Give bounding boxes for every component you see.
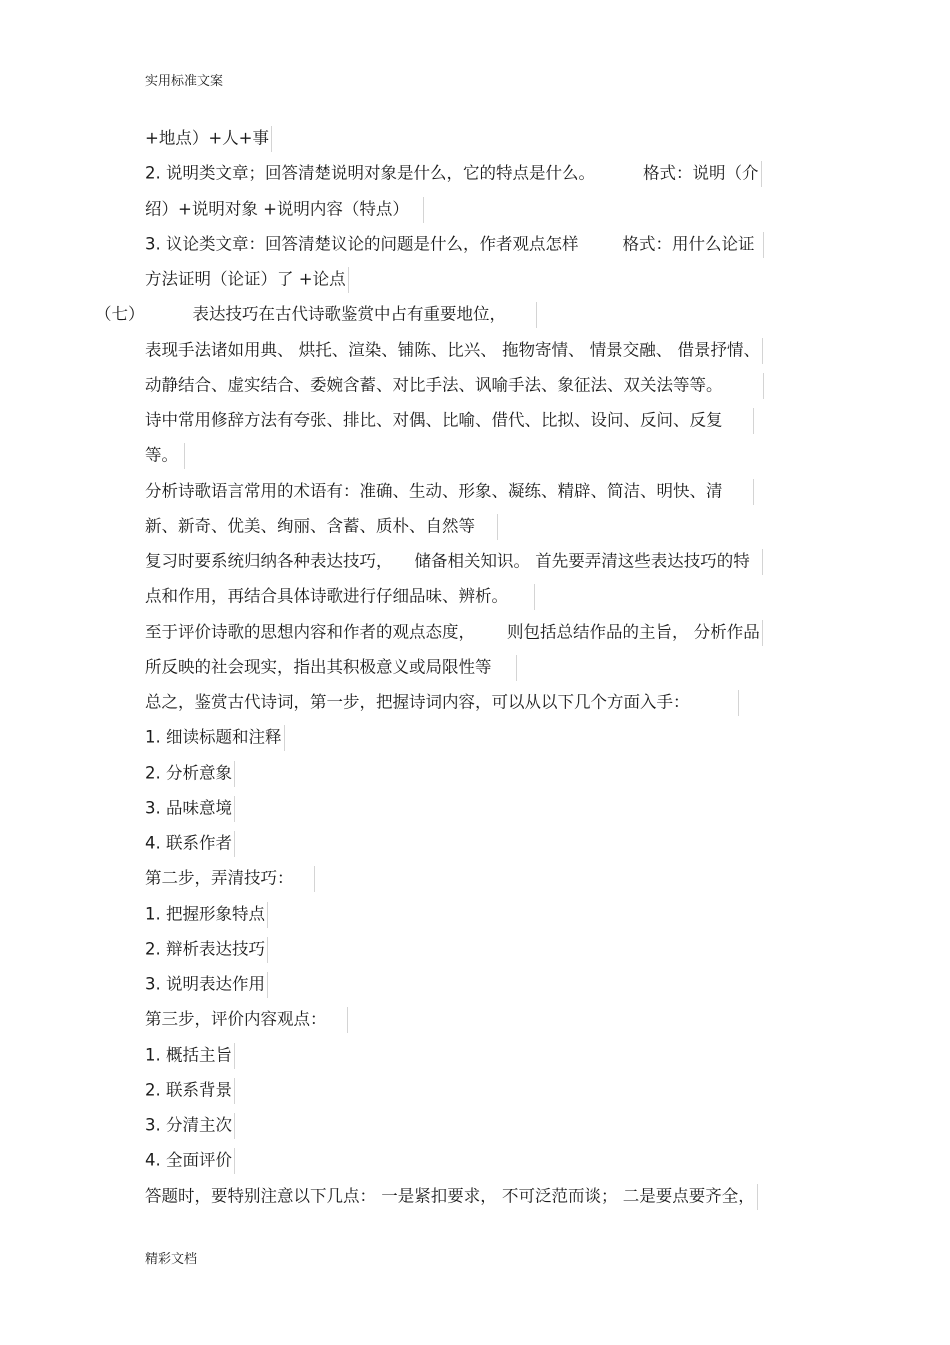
line-text: +地点）+人+事: [145, 128, 269, 148]
line-text: 至于评价诗歌的思想内容和作者的观点态度，: [145, 622, 475, 642]
line-text: 总之，鉴赏古代诗词，第一步，把握诗词内容，可以从以下几个方面入手：: [145, 692, 690, 712]
section-heading: [95, 302, 537, 328]
line-text: 所反映的社会现实，指出其积极意义或局限性等: [145, 657, 492, 677]
column-divider: [762, 338, 763, 364]
list-item: [145, 1043, 235, 1069]
column-divider: [534, 584, 535, 610]
text-line: [145, 126, 272, 152]
line-text: 1. 把握形象特点: [145, 904, 265, 924]
list-item: [145, 902, 268, 928]
column-divider: [284, 725, 285, 751]
text-line: [145, 620, 763, 646]
list-item: [145, 796, 235, 822]
line-text: 3. 议论类文章：回答清楚议论的问题是什么，作者观点怎样: [145, 234, 579, 254]
column-divider: [234, 761, 235, 787]
step-heading: [145, 1007, 348, 1033]
line-text: 分析诗歌语言常用的术语有：准确、生动、形象、凝练、精辟、简洁、明快、清: [145, 481, 723, 501]
line-text: 表达技巧在古代诗歌鉴赏中占有重要地位，: [192, 304, 506, 324]
column-divider: [184, 443, 185, 469]
column-divider: [762, 620, 763, 646]
column-divider: [763, 373, 764, 399]
column-divider: [536, 302, 537, 328]
line-text: 4. 全面评价: [145, 1150, 232, 1170]
column-divider: [234, 1113, 235, 1139]
text-line: [145, 443, 185, 469]
line-text: 答题时，要特别注意以下几点： 一是紧扣要求， 不可泛范而谈； 二是要点要齐全，: [145, 1186, 755, 1206]
column-divider: [762, 549, 763, 575]
line-text: 方法证明（论证）了 +论点: [145, 269, 346, 289]
line-text: 1. 细读标题和注释: [145, 727, 282, 747]
line-text-tail: 则包括总结作品的主旨， 分析作品: [507, 622, 760, 642]
column-divider: [234, 831, 235, 857]
list-item: [145, 1113, 235, 1139]
text-line: [145, 161, 762, 187]
line-text: 第三步，评价内容观点：: [145, 1009, 327, 1029]
line-text: 3. 说明表达作用: [145, 974, 265, 994]
line-text: 3. 品味意境: [145, 798, 232, 818]
text-line: [145, 549, 763, 575]
text-line: [145, 655, 517, 681]
line-text: 等。: [145, 445, 178, 465]
line-text: 3. 分清主次: [145, 1115, 232, 1135]
column-divider: [348, 267, 349, 293]
column-divider: [234, 1078, 235, 1104]
list-item: [145, 972, 268, 998]
line-text-tail: 格式：用什么论证: [622, 234, 755, 254]
section-number: （七）: [95, 304, 145, 324]
line-text: 点和作用，再结合具体诗歌进行仔细品味、辨析。: [145, 586, 508, 606]
line-text: 2. 辩析表达技巧: [145, 939, 265, 959]
list-item: [145, 1148, 235, 1174]
line-text: 动静结合、虚实结合、委婉含蓄、对比手法、讽喻手法、象征法、双关法等等。: [145, 375, 723, 395]
line-text: 第二步，弄清技巧：: [145, 868, 294, 888]
line-text: 绍）+说明对象 +说明内容（特点）: [145, 199, 409, 219]
text-line: [145, 338, 763, 364]
list-item: [145, 937, 268, 963]
line-text-tail: 储备相关知识。 首先要弄清这些表达技巧的特: [414, 551, 750, 571]
line-text: 表现手法诸如用典、 烘托、渲染、铺陈、比兴、 拖物寄情、 情景交融、 借景抒情、: [145, 340, 760, 360]
column-divider: [314, 866, 315, 892]
column-divider: [423, 197, 424, 223]
column-divider: [497, 514, 498, 540]
line-text: 2. 分析意象: [145, 763, 232, 783]
text-line: [145, 197, 424, 223]
text-line: [145, 373, 764, 399]
column-divider: [267, 972, 268, 998]
line-text: 1. 概括主旨: [145, 1045, 232, 1065]
line-text: 复习时要系统归纳各种表达技巧，: [145, 551, 393, 571]
column-divider: [234, 1043, 235, 1069]
line-text: 诗中常用修辞方法有夸张、排比、对偶、比喻、借代、比拟、设问、反问、反复: [145, 410, 723, 430]
text-line: [145, 1184, 758, 1210]
column-divider: [234, 796, 235, 822]
column-divider: [761, 161, 762, 187]
text-line: [145, 408, 754, 434]
page-header: 实用标准文案: [145, 74, 224, 89]
column-divider: [753, 479, 754, 505]
text-line: [145, 479, 754, 505]
list-item: [145, 1078, 235, 1104]
column-divider: [763, 232, 764, 258]
column-divider: [757, 1184, 758, 1210]
step-heading: [145, 866, 315, 892]
column-divider: [347, 1007, 348, 1033]
text-line: [145, 584, 535, 610]
text-line: [145, 232, 764, 258]
list-item: [145, 725, 285, 751]
column-divider: [516, 655, 517, 681]
line-text: 2. 说明类文章；回答清楚说明对象是什么，它的特点是什么。: [145, 163, 595, 183]
column-divider: [271, 126, 272, 152]
text-line: [145, 690, 739, 716]
column-divider: [753, 408, 754, 434]
column-divider: [267, 937, 268, 963]
line-text: 4. 联系作者: [145, 833, 232, 853]
text-line: [145, 267, 349, 293]
text-line: [145, 514, 498, 540]
list-item: [145, 761, 235, 787]
line-text-tail: 格式：说明（介: [643, 163, 759, 183]
column-divider: [738, 690, 739, 716]
line-text: 新、新奇、优美、绚丽、含蓄、质朴、自然等: [145, 516, 475, 536]
page-footer: 精彩文档: [145, 1252, 198, 1267]
column-divider: [234, 1148, 235, 1174]
column-divider: [267, 902, 268, 928]
list-item: [145, 831, 235, 857]
line-text: 2. 联系背景: [145, 1080, 232, 1100]
